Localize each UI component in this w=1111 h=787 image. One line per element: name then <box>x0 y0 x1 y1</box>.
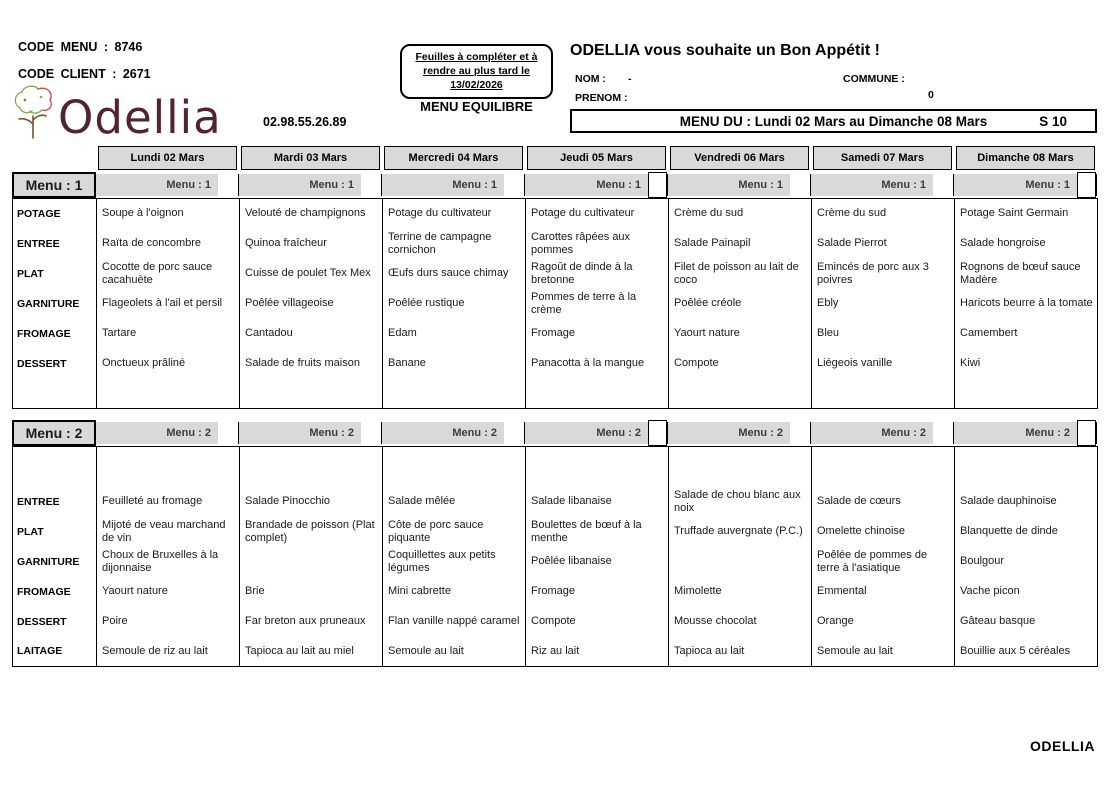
course-label: ENTREE <box>17 237 60 250</box>
day-header: Mardi 03 Mars <box>241 146 380 170</box>
dish-cell: Salade Painapil <box>669 229 812 259</box>
dish-cell: Orange <box>812 607 955 637</box>
dish-cell: Potage Saint Germain <box>955 199 1098 229</box>
dish-cell: Boulettes de bœuf à la menthe <box>526 517 669 547</box>
dish-cell: Kiwi <box>955 349 1098 379</box>
dish-cell: Raïta de concombre <box>97 229 240 259</box>
dish-cell: Potage du cultivateur <box>383 199 526 229</box>
phone-number: 02.98.55.26.89 <box>263 115 347 129</box>
menu-bar-gap <box>504 422 524 444</box>
dish-cell: Liégeois vanille <box>812 349 955 379</box>
menu-table <box>12 198 1098 409</box>
dish-cell <box>383 447 526 487</box>
menu-bar <box>954 174 1097 196</box>
dish-cell: Potage du cultivateur <box>526 199 669 229</box>
course-row <box>13 487 1098 517</box>
menu-bar-gap <box>361 422 381 444</box>
menu-bar-label: Menu : 1 <box>96 174 218 196</box>
prenom-label: PRENOM : <box>575 92 628 104</box>
course-row <box>13 289 1098 319</box>
day-header: Vendredi 06 Mars <box>670 146 809 170</box>
course-label: FROMAGE <box>17 327 71 340</box>
dish-cell: Poêlée libanaise <box>526 547 669 577</box>
menu-bar-label: Menu : 2 <box>239 422 361 444</box>
menu-section <box>12 172 1097 409</box>
dish-cell: Boulgour <box>955 547 1098 577</box>
menu-bar <box>668 174 811 196</box>
menu-bar-label: Menu : 2 <box>382 422 504 444</box>
nom-label: NOM : <box>575 73 606 85</box>
dish-cell: Côte de porc sauce piquante <box>383 517 526 547</box>
notice-line: 13/02/2026 <box>450 79 503 92</box>
menu-bar-gap <box>933 422 953 444</box>
course-label: ENTREE <box>17 495 60 508</box>
menu-bar-label: Menu : 2 <box>668 422 790 444</box>
dish-cell: Fromage <box>526 319 669 349</box>
dish-cell <box>955 379 1098 409</box>
code-client: CODE CLIENT : 2671 <box>18 67 151 81</box>
menu-bar <box>239 422 382 444</box>
menu-checkbox[interactable] <box>1077 420 1096 446</box>
dish-cell: Crème du sud <box>669 199 812 229</box>
dish-cell <box>526 379 669 409</box>
dish-cell: Salade de chou blanc aux noix <box>669 487 812 517</box>
menu-bar-label: Menu : 2 <box>811 422 933 444</box>
course-label: POTAGE <box>17 207 61 220</box>
dish-cell: Cocotte de porc sauce cacahuète <box>97 259 240 289</box>
dish-cell: Salade dauphinoise <box>955 487 1098 517</box>
course-row <box>13 517 1098 547</box>
dish-cell: Salade libanaise <box>526 487 669 517</box>
days-header-row <box>12 146 1097 170</box>
dish-cell: Quinoa fraîcheur <box>240 229 383 259</box>
menu-table-area <box>12 146 1097 678</box>
dish-cell <box>812 379 955 409</box>
dish-cell: Cantadou <box>240 319 383 349</box>
dish-cell: Tapioca au lait au miel <box>240 637 383 667</box>
dish-cell: Tartare <box>97 319 240 349</box>
dish-cell: Semoule au lait <box>383 637 526 667</box>
dish-cell: Brie <box>240 577 383 607</box>
dish-cell: Ragoût de dinde à la bretonne <box>526 259 669 289</box>
menu-bar-label: Menu : 1 <box>811 174 933 196</box>
menu-bar <box>382 174 525 196</box>
nom-value: - <box>628 73 632 85</box>
dish-cell: Blanquette de dinde <box>955 517 1098 547</box>
menu-bar-gap <box>218 422 238 444</box>
dish-cell: Pommes de terre à la crème <box>526 289 669 319</box>
course-row <box>13 547 1098 577</box>
day-header: Lundi 02 Mars <box>98 146 237 170</box>
dish-cell: Mimolette <box>669 577 812 607</box>
dish-cell: Poêlée créole <box>669 289 812 319</box>
menu-bar-label: Menu : 1 <box>954 174 1077 196</box>
course-label: FROMAGE <box>17 585 71 598</box>
dish-cell: Salade mêlée <box>383 487 526 517</box>
menu-checkbox[interactable] <box>648 420 667 446</box>
dish-cell: Far breton aux pruneaux <box>240 607 383 637</box>
dish-cell: Flan vanille nappé caramel <box>383 607 526 637</box>
dish-cell <box>97 379 240 409</box>
menu-bar <box>96 174 239 196</box>
dish-cell: Emmental <box>812 577 955 607</box>
dish-cell: Camembert <box>955 319 1098 349</box>
dish-cell: Œufs durs sauce chimay <box>383 259 526 289</box>
dish-cell <box>812 447 955 487</box>
dish-cell: Yaourt nature <box>669 319 812 349</box>
dish-cell: Soupe à l'oignon <box>97 199 240 229</box>
dish-cell: Truffade auvergnate (P.C.) <box>669 517 812 547</box>
dish-cell: Banane <box>383 349 526 379</box>
dish-cell <box>383 379 526 409</box>
menu-bar <box>954 422 1097 444</box>
course-row <box>13 229 1098 259</box>
menu-bar <box>811 174 954 196</box>
course-row <box>13 607 1098 637</box>
menu-bar-label: Menu : 2 <box>525 422 648 444</box>
course-row <box>13 637 1098 667</box>
dish-cell <box>240 447 383 487</box>
course-row <box>13 259 1098 289</box>
spacer-row <box>13 447 1098 487</box>
course-label: PLAT <box>17 267 44 280</box>
menu-bar <box>239 174 382 196</box>
dish-cell: Salade hongroise <box>955 229 1098 259</box>
dish-cell: Tapioca au lait <box>669 637 812 667</box>
dish-cell: Carottes râpées aux pommes <box>526 229 669 259</box>
dish-cell: Brandade de poisson (Plat complet) <box>240 517 383 547</box>
menu-bar-gap <box>361 174 381 196</box>
commune-value: 0 <box>928 89 934 101</box>
footer-brand: ODELLIA <box>1030 738 1095 754</box>
dish-cell: Poire <box>97 607 240 637</box>
course-label: PLAT <box>17 525 44 538</box>
menu-title: Menu : 1 <box>12 172 96 198</box>
menu-table <box>12 446 1098 667</box>
dish-cell: Salade de fruits maison <box>240 349 383 379</box>
menu-bar-gap <box>790 422 810 444</box>
menu-checkbox[interactable] <box>648 172 667 198</box>
course-row <box>13 349 1098 379</box>
menu-type-label: MENU EQUILIBRE <box>420 99 533 114</box>
menu-bar <box>668 422 811 444</box>
day-header: Jeudi 05 Mars <box>527 146 666 170</box>
menu-bar <box>96 422 239 444</box>
dish-cell: Poêlée rustique <box>383 289 526 319</box>
dish-cell: Cuisse de poulet Tex Mex <box>240 259 383 289</box>
dish-cell: Compote <box>669 349 812 379</box>
dish-cell: Emincés de porc aux 3 poivres <box>812 259 955 289</box>
dish-cell: Bouillie aux 5 céréales <box>955 637 1098 667</box>
menu-bar <box>382 422 525 444</box>
dish-cell: Edam <box>383 319 526 349</box>
menu-header-row <box>12 172 1097 198</box>
dish-cell: Salade Pierrot <box>812 229 955 259</box>
menu-checkbox[interactable] <box>1077 172 1096 198</box>
dish-cell: Mini cabrette <box>383 577 526 607</box>
menu-bar-gap <box>790 174 810 196</box>
course-row <box>13 319 1098 349</box>
week-code: S 10 <box>1039 113 1067 129</box>
dish-cell: Terrine de campagne cornichon <box>383 229 526 259</box>
menu-section <box>12 420 1097 667</box>
menu-sections <box>12 172 1097 667</box>
dish-cell: Flageolets à l'ail et persil <box>97 289 240 319</box>
notice-line: Feuilles à compléter et à <box>415 51 538 63</box>
dish-cell: Crème du sud <box>812 199 955 229</box>
menu-header-row <box>12 420 1097 446</box>
dish-cell <box>669 547 812 577</box>
menu-bar <box>525 422 668 444</box>
menu-bar-label: Menu : 2 <box>954 422 1077 444</box>
dish-cell: Onctueux prâliné <box>97 349 240 379</box>
dish-cell: Filet de poisson au lait de coco <box>669 259 812 289</box>
dish-cell <box>526 447 669 487</box>
dish-cell <box>240 379 383 409</box>
dish-cell <box>955 447 1098 487</box>
dish-cell: Yaourt nature <box>97 577 240 607</box>
dish-cell: Riz au lait <box>526 637 669 667</box>
deadline-notice <box>400 44 553 99</box>
course-label <box>13 447 97 487</box>
course-row <box>13 577 1098 607</box>
menu-bar-gap <box>218 174 238 196</box>
menu-bar <box>811 422 954 444</box>
dish-cell: Fromage <box>526 577 669 607</box>
menu-bar <box>525 174 668 196</box>
dish-cell: Panacotta à la mangue <box>526 349 669 379</box>
dish-cell: Ebly <box>812 289 955 319</box>
menu-bar-label: Menu : 1 <box>525 174 648 196</box>
menu-bar-gap <box>933 174 953 196</box>
dish-cell: Semoule de riz au lait <box>97 637 240 667</box>
dish-cell: Choux de Bruxelles à la dijonnaise <box>97 547 240 577</box>
course-label <box>13 379 97 409</box>
dish-cell: Bleu <box>812 319 955 349</box>
day-header: Samedi 07 Mars <box>813 146 952 170</box>
dish-cell: Compote <box>526 607 669 637</box>
menu-bar-label: Menu : 1 <box>239 174 361 196</box>
dish-cell: Poêlée villageoise <box>240 289 383 319</box>
course-label: DESSERT <box>17 615 67 628</box>
menu-bar-label: Menu : 1 <box>382 174 504 196</box>
day-header: Mercredi 04 Mars <box>384 146 523 170</box>
dish-cell: Coquillettes aux petits légumes <box>383 547 526 577</box>
course-label: DESSERT <box>17 357 67 370</box>
notice-line: rendre au plus tard le <box>423 65 530 78</box>
dish-cell: Haricots beurre à la tomate <box>955 289 1098 319</box>
dish-cell: Vache picon <box>955 577 1098 607</box>
dish-cell: Gâteau basque <box>955 607 1098 637</box>
commune-label: COMMUNE : <box>843 73 905 85</box>
course-label: GARNITURE <box>17 297 80 310</box>
logo <box>8 82 222 145</box>
dish-cell: Feuilleté au fromage <box>97 487 240 517</box>
spacer-row <box>13 379 1098 409</box>
course-row <box>13 199 1098 229</box>
logo-text: Odellia <box>58 91 222 145</box>
course-label: LAITAGE <box>17 645 63 658</box>
greeting: ODELLIA vous souhaite un Bon Appétit ! <box>570 42 880 59</box>
dish-cell <box>240 547 383 577</box>
tree-logo-icon <box>8 82 58 140</box>
dish-cell: Mijoté de veau marchand de vin <box>97 517 240 547</box>
dish-cell: Rognons de bœuf sauce Madère <box>955 259 1098 289</box>
dish-cell: Mousse chocolat <box>669 607 812 637</box>
code-menu: CODE MENU : 8746 <box>18 40 143 54</box>
day-header: Dimanche 08 Mars <box>956 146 1095 170</box>
dish-cell: Velouté de champignons <box>240 199 383 229</box>
menu-bar-gap <box>504 174 524 196</box>
week-banner <box>570 109 1097 133</box>
menu-bar-label: Menu : 1 <box>668 174 790 196</box>
dish-cell: Salade de cœurs <box>812 487 955 517</box>
dish-cell <box>97 447 240 487</box>
menu-bar-label: Menu : 2 <box>96 422 218 444</box>
dish-cell: Salade Pinocchio <box>240 487 383 517</box>
dish-cell: Poêlée de pommes de terre à l'asiatique <box>812 547 955 577</box>
dish-cell: Omelette chinoise <box>812 517 955 547</box>
table-corner <box>12 146 96 170</box>
banner-title: MENU DU : Lundi 02 Mars au Dimanche 08 Mars <box>679 113 988 129</box>
dish-cell: Semoule au lait <box>812 637 955 667</box>
dish-cell <box>669 447 812 487</box>
dish-cell <box>669 379 812 409</box>
menu-title: Menu : 2 <box>12 420 96 446</box>
course-label: GARNITURE <box>17 555 80 568</box>
